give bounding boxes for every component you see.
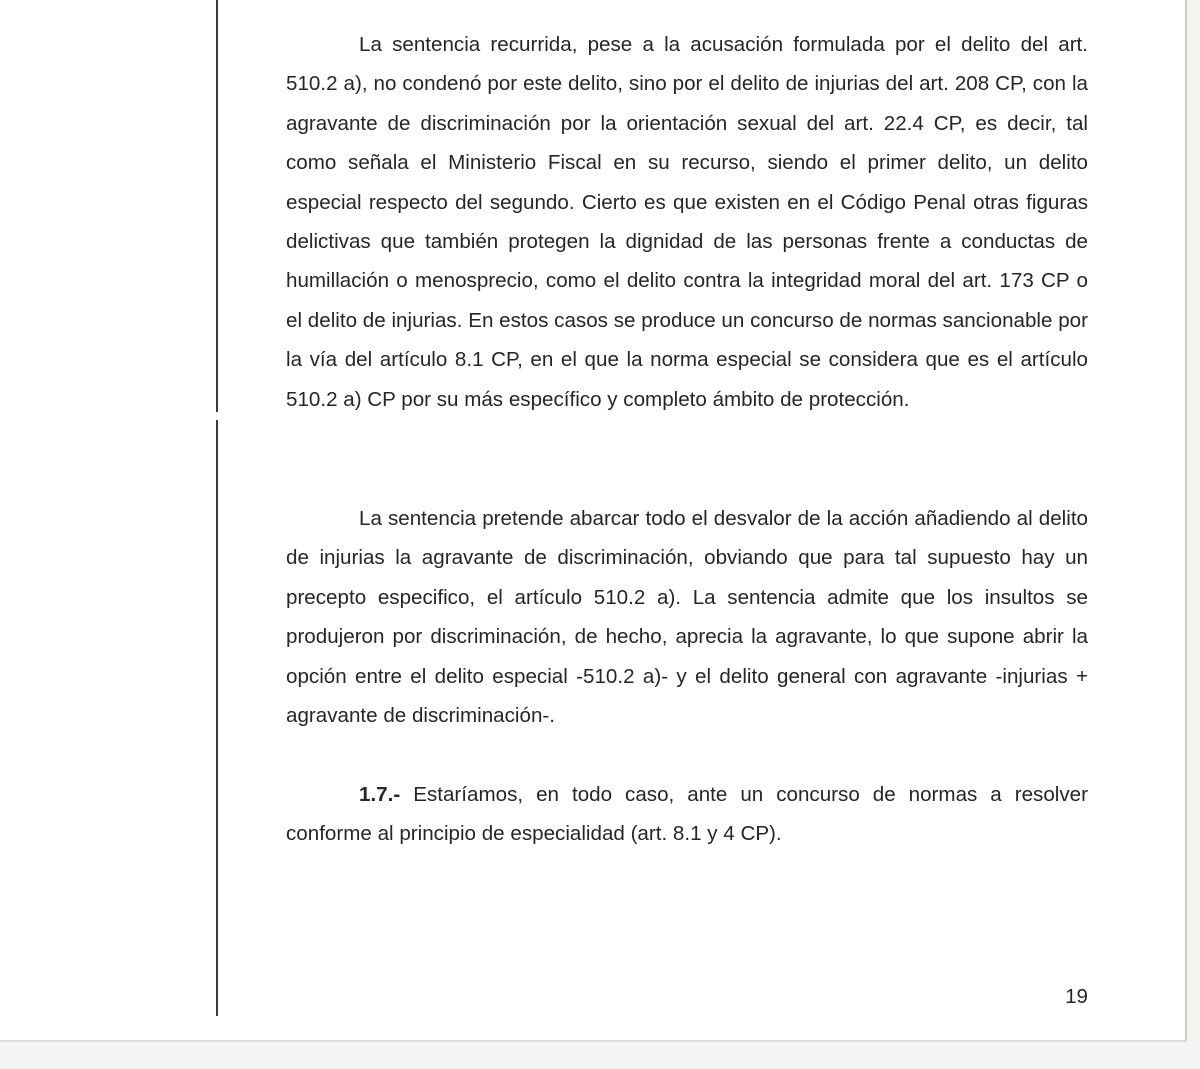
page-number: 19 bbox=[1065, 985, 1088, 1008]
margin-rule-top bbox=[216, 0, 218, 412]
section-1-7-text: Estaríamos, en todo caso, ante un concurso de normas a resolver conforme al principio de especialidad (art. 8.1 y 4 CP). bbox=[286, 783, 1088, 846]
paragraph-sentencia-recurrida: La sentencia recurrida, pese a la acusación formulada por el delito del art. 510.2 a), no condenó por este delito, sino por el delito de injurias del art. 208 CP, con la agravante de discriminación por la orientación sexual del art. 22.4 CP, es decir, tal como señala el Ministerio Fiscal en su recurso, siendo el primer delito, un delito especial respecto del segundo. Cierto es que existen en el Código Penal otras figuras delictivas que también protegen la dignidad de las personas frente a conductas de humillación o menosprecio, como el delito contra la integridad moral del art. 173 CP o el delito de injurias. En estos casos se produce un concurso de normas sancionable por la vía del artículo 8.1 CP, en el que la norma especial se considera que es el artículo 510.2 a) CP por su más específico y completo ámbito de protección. bbox=[286, 33, 1088, 411]
section-number-heading: 1.7.- bbox=[359, 783, 401, 806]
paragraph-section-1-7 bbox=[286, 775, 1088, 854]
paragraph-sentencia-pretende: La sentencia pretende abarcar todo el desvalor de la acción añadiendo al delito de injurias la agravante de discriminación, obviando que para tal supuesto hay un precepto especifico, el artículo 510.2 a). La sentencia admite que los insultos se produjeron por discriminación, de hecho, aprecia la agravante, lo que supone abrir la opción entre el delito especial -510.2 a)- y el delito general con agravante -injurias + agravante de discriminación-. bbox=[286, 507, 1088, 728]
page-bottom-edge bbox=[0, 1040, 1187, 1042]
margin-rule-bottom bbox=[216, 420, 218, 1016]
page-right-edge bbox=[1185, 0, 1187, 1040]
